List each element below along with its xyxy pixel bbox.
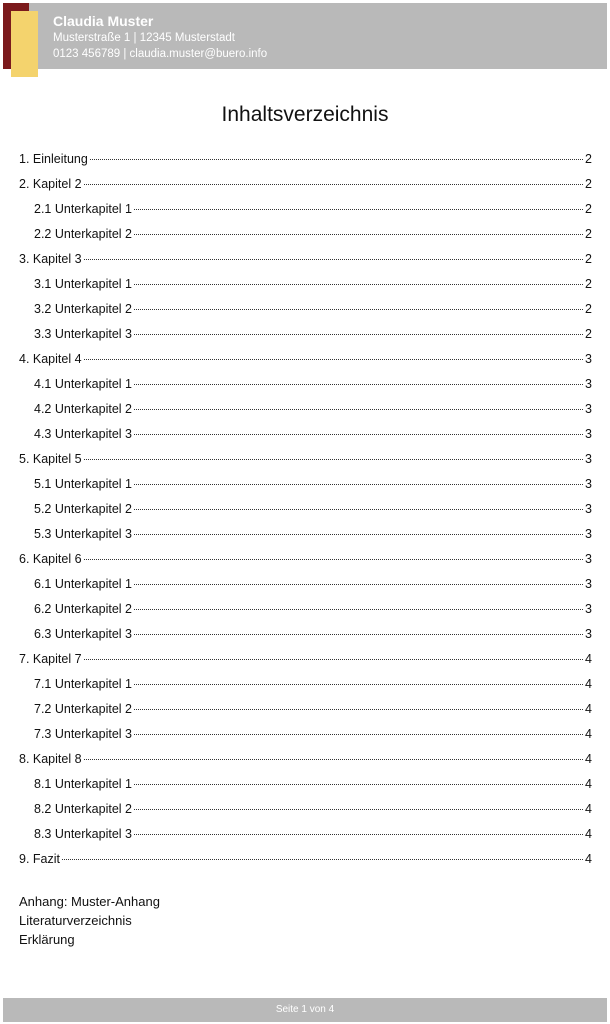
toc-entry-label: 3. Kapitel 3 (19, 252, 82, 266)
toc-entry-label: 5.2 Unterkapitel 2 (34, 502, 132, 516)
toc-page-number: 3 (585, 452, 592, 466)
toc-entry-label: 9. Fazit (19, 852, 60, 866)
toc-subentry (19, 822, 592, 847)
toc-page-number: 4 (585, 752, 592, 766)
toc-entry-label: 6. Kapitel 6 (19, 552, 82, 566)
toc-entry-label: 8.1 Unterkapitel 1 (34, 777, 132, 791)
toc-dot-leader (134, 434, 583, 435)
toc-subentry (19, 197, 592, 222)
page-number: Seite 1 von 4 (275, 1004, 335, 1015)
toc-page-number: 4 (585, 827, 592, 841)
toc-page-number: 3 (585, 427, 592, 441)
toc-dot-leader (134, 609, 583, 610)
toc-dot-leader (134, 784, 583, 785)
toc-page-number: 3 (585, 527, 592, 541)
toc-entry-label: 4.1 Unterkapitel 1 (34, 377, 132, 391)
toc-entry-label: 6.1 Unterkapitel 1 (34, 577, 132, 591)
toc-page-number: 4 (585, 802, 592, 816)
toc-entry-label: 8.3 Unterkapitel 3 (34, 827, 132, 841)
toc-entry-label: 3.1 Unterkapitel 1 (34, 277, 132, 291)
toc-entry-label: 7. Kapitel 7 (19, 652, 82, 666)
toc-entry (19, 172, 592, 197)
toc-page-number: 2 (585, 177, 592, 191)
toc-dot-leader (134, 209, 583, 210)
toc-subentry (19, 522, 592, 547)
table-of-contents (19, 147, 592, 872)
toc-dot-leader (134, 809, 583, 810)
toc-entry-label: 7.3 Unterkapitel 3 (34, 727, 132, 741)
toc-page-number: 3 (585, 402, 592, 416)
toc-dot-leader (84, 759, 584, 760)
sender-name: Claudia Muster (53, 13, 154, 29)
toc-subentry (19, 697, 592, 722)
toc-dot-leader (134, 234, 583, 235)
toc-dot-leader (134, 509, 583, 510)
toc-entry-label: 6.3 Unterkapitel 3 (34, 627, 132, 641)
toc-page-number: 2 (585, 327, 592, 341)
toc-page-number: 2 (585, 252, 592, 266)
toc-entry-label: 3.2 Unterkapitel 2 (34, 302, 132, 316)
toc-dot-leader (134, 734, 583, 735)
toc-dot-leader (134, 284, 583, 285)
toc-subentry (19, 272, 592, 297)
toc-entry-label: 5.1 Unterkapitel 1 (34, 477, 132, 491)
toc-dot-leader (84, 559, 584, 560)
toc-page-number: 4 (585, 702, 592, 716)
toc-entry-label: 6.2 Unterkapitel 2 (34, 602, 132, 616)
sender-address: Musterstraße 1 | 12345 Musterstadt (53, 32, 235, 44)
toc-subentry (19, 297, 592, 322)
document-title: Inhaltsverzeichnis (221, 103, 389, 126)
toc-dot-leader (84, 459, 584, 460)
toc-entry-label: 4.3 Unterkapitel 3 (34, 427, 132, 441)
toc-page-number: 2 (585, 302, 592, 316)
toc-page-number: 3 (585, 627, 592, 641)
toc-entry-label: 2.1 Unterkapitel 1 (34, 202, 132, 216)
toc-subentry (19, 772, 592, 797)
toc-entry (19, 347, 592, 372)
toc-entry (19, 147, 592, 172)
declaration-item: Erklärung (19, 932, 75, 947)
toc-entry-label: 8. Kapitel 8 (19, 752, 82, 766)
toc-page-number: 3 (585, 352, 592, 366)
toc-dot-leader (134, 584, 583, 585)
toc-page-number: 2 (585, 277, 592, 291)
toc-page-number: 4 (585, 677, 592, 691)
toc-dot-leader (134, 334, 583, 335)
toc-page-number: 3 (585, 502, 592, 516)
toc-dot-leader (62, 859, 583, 860)
toc-page-number: 2 (585, 202, 592, 216)
toc-dot-leader (90, 159, 583, 160)
toc-subentry (19, 572, 592, 597)
toc-page-number: 2 (585, 227, 592, 241)
toc-entry-label: 4. Kapitel 4 (19, 352, 82, 366)
accent-bar-yellow (11, 11, 38, 77)
toc-entry (19, 547, 592, 572)
appendix-list (19, 892, 160, 949)
sender-block (53, 12, 267, 62)
toc-dot-leader (134, 484, 583, 485)
toc-subentry (19, 422, 592, 447)
toc-entry-label: 1. Einleitung (19, 152, 88, 166)
toc-page-number: 3 (585, 477, 592, 491)
toc-entry-label: 3.3 Unterkapitel 3 (34, 327, 132, 341)
toc-entry-label: 7.2 Unterkapitel 2 (34, 702, 132, 716)
toc-page-number: 4 (585, 652, 592, 666)
toc-subentry (19, 472, 592, 497)
toc-entry (19, 747, 592, 772)
toc-dot-leader (134, 309, 583, 310)
toc-subentry (19, 722, 592, 747)
toc-entry-label: 2.2 Unterkapitel 2 (34, 227, 132, 241)
toc-dot-leader (84, 259, 584, 260)
toc-dot-leader (134, 534, 583, 535)
toc-page-number: 3 (585, 577, 592, 591)
toc-dot-leader (134, 409, 583, 410)
toc-page-number: 4 (585, 852, 592, 866)
toc-subentry (19, 372, 592, 397)
toc-entry (19, 247, 592, 272)
toc-page-number: 3 (585, 602, 592, 616)
toc-entry (19, 447, 592, 472)
toc-entry-label: 2. Kapitel 2 (19, 177, 82, 191)
toc-subentry (19, 622, 592, 647)
toc-entry-label: 4.2 Unterkapitel 2 (34, 402, 132, 416)
toc-subentry (19, 597, 592, 622)
toc-page-number: 4 (585, 727, 592, 741)
bibliography-item: Literaturverzeichnis (19, 913, 132, 928)
toc-dot-leader (84, 659, 584, 660)
toc-page-number: 2 (585, 152, 592, 166)
toc-page-number: 3 (585, 552, 592, 566)
footer-band (3, 998, 607, 1022)
toc-dot-leader (134, 709, 583, 710)
sender-contact: 0123 456789 | claudia.muster@buero.info (53, 48, 268, 60)
toc-subentry (19, 497, 592, 522)
toc-subentry (19, 322, 592, 347)
toc-subentry (19, 222, 592, 247)
toc-entry-label: 8.2 Unterkapitel 2 (34, 802, 132, 816)
toc-entry (19, 647, 592, 672)
toc-page-number: 3 (585, 377, 592, 391)
toc-dot-leader (84, 359, 584, 360)
toc-dot-leader (84, 184, 584, 185)
toc-dot-leader (134, 634, 583, 635)
toc-subentry (19, 797, 592, 822)
toc-subentry (19, 397, 592, 422)
toc-entry (19, 847, 592, 872)
toc-dot-leader (134, 834, 583, 835)
toc-entry-label: 7.1 Unterkapitel 1 (34, 677, 132, 691)
toc-dot-leader (134, 684, 583, 685)
toc-entry-label: 5.3 Unterkapitel 3 (34, 527, 132, 541)
toc-dot-leader (134, 384, 583, 385)
toc-entry-label: 5. Kapitel 5 (19, 452, 82, 466)
toc-page-number: 4 (585, 777, 592, 791)
appendix-item: Anhang: Muster-Anhang (19, 894, 160, 909)
toc-subentry (19, 672, 592, 697)
